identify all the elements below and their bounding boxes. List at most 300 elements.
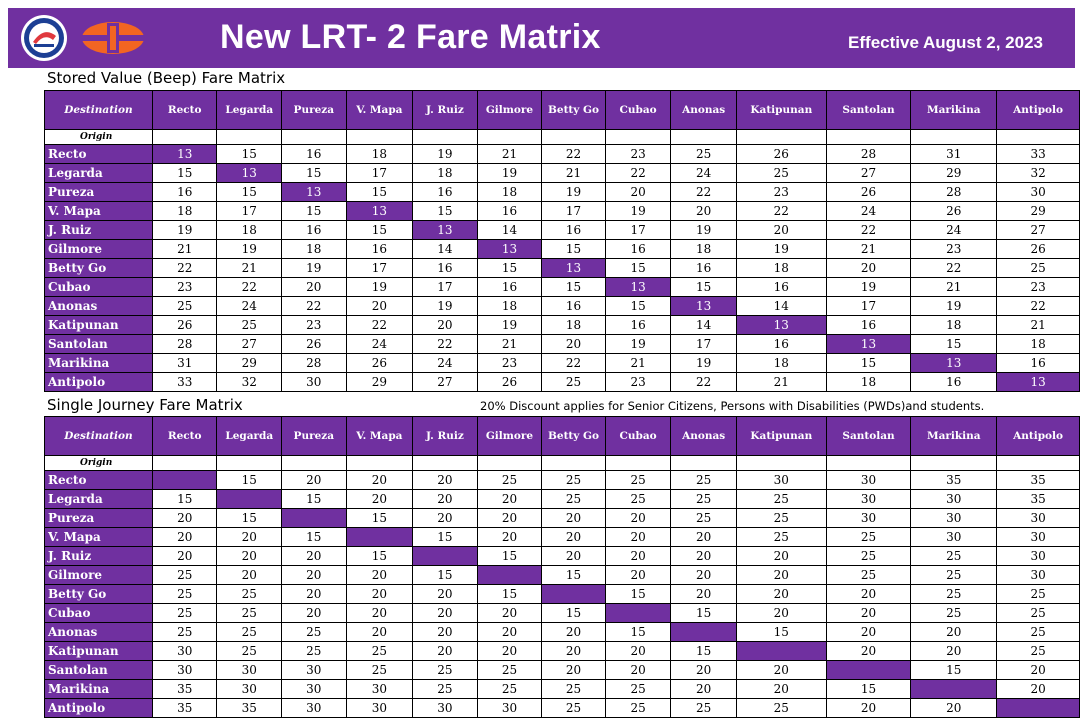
fare-cell	[671, 623, 737, 642]
fare-cell: 20	[477, 604, 542, 623]
fare-cell: 22	[736, 202, 826, 221]
fare-cell: 25	[542, 373, 606, 392]
fare-cell: 15	[217, 471, 282, 490]
fare-cell: 15	[605, 259, 671, 278]
fare-cell: 20	[671, 680, 737, 699]
fare-cell: 30	[346, 680, 413, 699]
fare-cell: 28	[911, 183, 997, 202]
fare-cell: 15	[282, 528, 347, 547]
empty-cell	[217, 456, 282, 471]
fare-cell: 26	[152, 316, 217, 335]
fare-cell: 17	[413, 278, 478, 297]
fare-cell: 25	[736, 490, 826, 509]
origin-station: Santolan	[45, 335, 153, 354]
table-row	[45, 661, 1080, 680]
fare-cell: 20	[736, 680, 826, 699]
fare-cell	[605, 604, 671, 623]
fare-cell: 19	[477, 316, 542, 335]
empty-cell	[997, 130, 1080, 145]
fare-cell: 30	[736, 471, 826, 490]
fare-cell: 19	[736, 240, 826, 259]
fare-cell: 20	[605, 642, 671, 661]
fare-cell: 18	[826, 373, 911, 392]
table-row	[45, 297, 1080, 316]
fare-cell: 15	[477, 259, 542, 278]
fare-cell: 13	[282, 183, 347, 202]
fare-cell: 22	[671, 183, 737, 202]
fare-cell	[217, 490, 282, 509]
fare-cell: 20	[413, 585, 478, 604]
table-row	[45, 202, 1080, 221]
destination-header: Antipolo	[997, 91, 1080, 130]
fare-cell: 15	[605, 623, 671, 642]
fare-cell: 25	[413, 661, 478, 680]
table-row	[45, 240, 1080, 259]
destination-header: J. Ruiz	[413, 91, 478, 130]
fare-cell	[911, 680, 997, 699]
fare-cell: 15	[605, 585, 671, 604]
table-row	[45, 373, 1080, 392]
fare-cell: 25	[671, 145, 737, 164]
dotr-seal-icon	[20, 14, 68, 62]
fare-cell: 15	[605, 297, 671, 316]
fare-cell: 13	[217, 164, 282, 183]
fare-cell: 20	[826, 699, 911, 718]
fare-cell: 15	[217, 509, 282, 528]
fare-cell: 15	[542, 566, 606, 585]
fare-cell: 17	[346, 259, 413, 278]
fare-cell: 20	[826, 259, 911, 278]
destination-header: Legarda	[217, 91, 282, 130]
fare-cell: 25	[826, 547, 911, 566]
fare-cell: 30	[826, 471, 911, 490]
fare-cell: 20	[413, 623, 478, 642]
fare-cell: 30	[911, 490, 997, 509]
fare-cell: 25	[542, 490, 606, 509]
fare-cell: 25	[152, 604, 217, 623]
fare-cell: 18	[997, 335, 1080, 354]
table-row	[45, 680, 1080, 699]
fare-cell: 16	[477, 278, 542, 297]
fare-cell: 20	[282, 547, 347, 566]
origin-row	[45, 130, 1080, 145]
origin-station: Pureza	[45, 183, 153, 202]
fare-cell: 20	[605, 528, 671, 547]
fare-cell: 18	[282, 240, 347, 259]
fare-cell: 26	[997, 240, 1080, 259]
table-row	[45, 145, 1080, 164]
fare-cell: 20	[152, 509, 217, 528]
origin-station: Antipolo	[45, 699, 153, 718]
fare-cell: 21	[217, 259, 282, 278]
page-title: New LRT- 2 Fare Matrix	[220, 18, 601, 56]
table-row	[45, 316, 1080, 335]
empty-cell	[826, 130, 911, 145]
fare-cell	[346, 528, 413, 547]
fare-cell: 22	[346, 316, 413, 335]
empty-cell	[152, 130, 217, 145]
fare-cell: 15	[826, 680, 911, 699]
fare-cell: 19	[605, 202, 671, 221]
fare-cell: 25	[542, 680, 606, 699]
fare-cell: 25	[997, 642, 1080, 661]
fare-cell: 15	[282, 164, 347, 183]
fare-cell: 25	[911, 566, 997, 585]
effective-date: Effective August 2, 2023	[848, 33, 1043, 52]
empty-cell	[282, 130, 347, 145]
empty-cell	[671, 456, 737, 471]
fare-cell: 25	[217, 604, 282, 623]
origin-station: Anonas	[45, 297, 153, 316]
origin-station: Cubao	[45, 278, 153, 297]
table-row	[45, 259, 1080, 278]
fare-cell: 30	[217, 661, 282, 680]
fare-cell: 25	[477, 661, 542, 680]
fare-cell: 20	[413, 604, 478, 623]
fare-cell: 28	[826, 145, 911, 164]
fare-cell: 24	[413, 354, 478, 373]
fare-cell: 18	[477, 297, 542, 316]
origin-station: Antipolo	[45, 373, 153, 392]
fare-cell: 23	[152, 278, 217, 297]
fare-cell: 20	[671, 585, 737, 604]
fare-cell: 20	[413, 490, 478, 509]
destination-header: Antipolo	[997, 417, 1080, 456]
fare-cell	[542, 585, 606, 604]
stored-value-matrix	[44, 90, 1080, 392]
fare-cell: 35	[911, 471, 997, 490]
fare-cell: 30	[282, 699, 347, 718]
fare-cell: 28	[282, 354, 347, 373]
fare-cell: 19	[911, 297, 997, 316]
fare-cell: 16	[911, 373, 997, 392]
origin-station: V. Mapa	[45, 202, 153, 221]
fare-cell: 13	[477, 240, 542, 259]
fare-cell: 25	[605, 699, 671, 718]
origin-label: Origin	[45, 456, 153, 471]
fare-cell: 13	[671, 297, 737, 316]
fare-cell	[477, 566, 542, 585]
origin-label: Origin	[45, 130, 153, 145]
fare-cell: 25	[346, 642, 413, 661]
destination-header: V. Mapa	[346, 417, 413, 456]
fare-cell: 25	[605, 490, 671, 509]
fare-cell: 25	[911, 547, 997, 566]
single-journey-matrix	[44, 416, 1080, 718]
fare-cell: 25	[152, 566, 217, 585]
fare-cell: 20	[826, 623, 911, 642]
fare-cell: 27	[826, 164, 911, 183]
fare-cell: 22	[217, 278, 282, 297]
fare-cell: 19	[542, 183, 606, 202]
fare-cell: 20	[477, 509, 542, 528]
fare-cell: 25	[911, 604, 997, 623]
fare-cell: 25	[605, 680, 671, 699]
fare-cell: 25	[217, 316, 282, 335]
fare-cell: 20	[911, 642, 997, 661]
fare-cell: 33	[997, 145, 1080, 164]
fare-cell: 20	[346, 566, 413, 585]
fare-cell: 25	[605, 471, 671, 490]
fare-cell: 15	[736, 623, 826, 642]
fare-cell: 20	[542, 528, 606, 547]
fare-cell: 22	[997, 297, 1080, 316]
fare-cell: 25	[346, 661, 413, 680]
destination-header: Santolan	[826, 91, 911, 130]
fare-cell: 20	[346, 490, 413, 509]
fare-cell: 16	[826, 316, 911, 335]
fare-cell: 15	[346, 183, 413, 202]
fare-cell: 29	[911, 164, 997, 183]
fare-cell: 16	[413, 259, 478, 278]
destination-header: Marikina	[911, 91, 997, 130]
fare-cell: 35	[152, 680, 217, 699]
fare-cell: 13	[605, 278, 671, 297]
fare-cell: 25	[152, 623, 217, 642]
fare-cell: 16	[542, 221, 606, 240]
fare-cell: 18	[413, 164, 478, 183]
fare-cell: 25	[542, 471, 606, 490]
fare-cell: 23	[605, 145, 671, 164]
destination-header: Gilmore	[477, 91, 542, 130]
fare-cell: 19	[152, 221, 217, 240]
fare-cell: 23	[997, 278, 1080, 297]
empty-cell	[477, 130, 542, 145]
fare-cell: 25	[997, 585, 1080, 604]
fare-cell: 19	[217, 240, 282, 259]
single-journey-title: Single Journey Fare Matrix	[47, 396, 243, 414]
fare-cell: 15	[152, 490, 217, 509]
fare-cell: 20	[542, 509, 606, 528]
fare-cell: 20	[477, 528, 542, 547]
header-row	[45, 417, 1080, 456]
fare-cell: 23	[736, 183, 826, 202]
fare-cell: 25	[282, 623, 347, 642]
fare-cell: 16	[605, 240, 671, 259]
fare-cell: 16	[542, 297, 606, 316]
fare-cell: 16	[346, 240, 413, 259]
fare-cell: 30	[282, 680, 347, 699]
origin-station: Katipunan	[45, 642, 153, 661]
empty-cell	[911, 130, 997, 145]
table-row	[45, 183, 1080, 202]
fare-cell: 22	[605, 164, 671, 183]
fare-cell: 35	[997, 490, 1080, 509]
fare-cell: 20	[671, 528, 737, 547]
fare-cell	[282, 509, 347, 528]
fare-cell: 27	[413, 373, 478, 392]
table-row	[45, 604, 1080, 623]
fare-cell: 17	[542, 202, 606, 221]
discount-note: 20% Discount applies for Senior Citizens, Persons with Disabilities (PWDs)and students.	[480, 399, 985, 413]
fare-cell: 16	[736, 335, 826, 354]
table-row	[45, 566, 1080, 585]
lrta-logo-icon	[80, 20, 146, 56]
empty-cell	[997, 456, 1080, 471]
fare-cell: 19	[413, 297, 478, 316]
fare-cell: 20	[605, 509, 671, 528]
fare-cell: 22	[542, 354, 606, 373]
fare-cell	[997, 699, 1080, 718]
fare-cell: 27	[997, 221, 1080, 240]
fare-cell: 20	[217, 566, 282, 585]
origin-station: J. Ruiz	[45, 547, 153, 566]
fare-cell: 30	[911, 528, 997, 547]
fare-cell: 19	[605, 335, 671, 354]
empty-cell	[671, 130, 737, 145]
fare-cell	[413, 547, 478, 566]
fare-cell	[826, 661, 911, 680]
fare-cell: 25	[413, 680, 478, 699]
destination-label: Destination	[45, 417, 153, 456]
fare-cell: 30	[217, 680, 282, 699]
fare-cell: 13	[346, 202, 413, 221]
fare-cell: 18	[736, 354, 826, 373]
fare-cell: 20	[605, 183, 671, 202]
table-row	[45, 642, 1080, 661]
fare-cell: 30	[826, 490, 911, 509]
empty-cell	[736, 456, 826, 471]
fare-cell: 30	[997, 528, 1080, 547]
fare-cell: 13	[542, 259, 606, 278]
fare-cell: 15	[282, 202, 347, 221]
fare-cell: 20	[477, 623, 542, 642]
fare-cell: 35	[152, 699, 217, 718]
fare-cell: 24	[346, 335, 413, 354]
destination-label: Destination	[45, 91, 153, 130]
fare-cell: 20	[736, 604, 826, 623]
destination-header: Katipunan	[736, 91, 826, 130]
fare-cell: 17	[605, 221, 671, 240]
fare-cell: 20	[282, 278, 347, 297]
fare-cell: 23	[477, 354, 542, 373]
fare-cell: 21	[542, 164, 606, 183]
fare-cell: 15	[911, 661, 997, 680]
origin-station: Gilmore	[45, 240, 153, 259]
fare-cell: 25	[542, 699, 606, 718]
fare-cell: 25	[282, 642, 347, 661]
fare-cell: 18	[477, 183, 542, 202]
fare-cell: 35	[997, 471, 1080, 490]
fare-cell: 24	[217, 297, 282, 316]
fare-cell: 25	[911, 585, 997, 604]
fare-cell: 20	[736, 566, 826, 585]
origin-station: Santolan	[45, 661, 153, 680]
fare-cell: 15	[477, 547, 542, 566]
fare-cell: 13	[736, 316, 826, 335]
table-row	[45, 509, 1080, 528]
fare-cell: 20	[282, 604, 347, 623]
table-row	[45, 585, 1080, 604]
fare-cell: 21	[826, 240, 911, 259]
fare-cell: 25	[997, 604, 1080, 623]
destination-header: Recto	[152, 91, 217, 130]
empty-cell	[152, 456, 217, 471]
fare-cell: 15	[477, 585, 542, 604]
origin-station: Gilmore	[45, 566, 153, 585]
fare-cell: 20	[997, 661, 1080, 680]
fare-cell: 25	[671, 471, 737, 490]
fare-cell: 30	[346, 699, 413, 718]
fare-cell: 20	[152, 528, 217, 547]
fare-cell	[152, 471, 217, 490]
fare-cell: 31	[911, 145, 997, 164]
table-row	[45, 528, 1080, 547]
destination-header: Anonas	[671, 91, 737, 130]
fare-cell: 16	[736, 278, 826, 297]
fare-cell: 19	[413, 145, 478, 164]
fare-cell: 30	[997, 509, 1080, 528]
fare-cell: 20	[911, 623, 997, 642]
origin-station: Marikina	[45, 354, 153, 373]
fare-cell: 19	[671, 221, 737, 240]
stored-value-title: Stored Value (Beep) Fare Matrix	[47, 69, 286, 87]
origin-station: Recto	[45, 145, 153, 164]
fare-cell: 17	[671, 335, 737, 354]
table-row	[45, 221, 1080, 240]
origin-station: Legarda	[45, 164, 153, 183]
fare-cell: 20	[671, 202, 737, 221]
fare-cell: 20	[477, 490, 542, 509]
fare-cell: 25	[217, 623, 282, 642]
fare-cell: 20	[911, 699, 997, 718]
fare-cell: 16	[477, 202, 542, 221]
fare-cell: 15	[282, 490, 347, 509]
fare-cell: 20	[346, 297, 413, 316]
fare-cell: 17	[346, 164, 413, 183]
destination-header: Gilmore	[477, 417, 542, 456]
fare-cell: 31	[152, 354, 217, 373]
fare-cell: 20	[997, 680, 1080, 699]
fare-cell: 15	[542, 604, 606, 623]
fare-cell: 18	[911, 316, 997, 335]
fare-cell: 14	[736, 297, 826, 316]
fare-cell: 26	[911, 202, 997, 221]
fare-cell: 15	[413, 202, 478, 221]
fare-cell: 29	[346, 373, 413, 392]
fare-cell: 18	[736, 259, 826, 278]
destination-header: Katipunan	[736, 417, 826, 456]
fare-cell: 21	[911, 278, 997, 297]
fare-cell: 25	[671, 509, 737, 528]
empty-cell	[346, 456, 413, 471]
fare-cell: 25	[152, 297, 217, 316]
fare-cell: 22	[911, 259, 997, 278]
fare-cell: 13	[413, 221, 478, 240]
fare-cell: 33	[152, 373, 217, 392]
fare-cell: 25	[997, 259, 1080, 278]
fare-cell: 20	[671, 547, 737, 566]
fare-cell: 25	[217, 585, 282, 604]
table-row	[45, 699, 1080, 718]
destination-header: Betty Go	[542, 91, 606, 130]
header-row	[45, 91, 1080, 130]
fare-cell: 20	[346, 604, 413, 623]
fare-cell: 24	[911, 221, 997, 240]
fare-cell: 30	[997, 547, 1080, 566]
fare-cell: 24	[671, 164, 737, 183]
fare-cell: 20	[152, 547, 217, 566]
fare-cell: 19	[671, 354, 737, 373]
fare-cell: 30	[152, 661, 217, 680]
table-row	[45, 471, 1080, 490]
fare-cell: 20	[605, 547, 671, 566]
destination-header: Anonas	[671, 417, 737, 456]
fare-cell: 30	[282, 661, 347, 680]
destination-header: V. Mapa	[346, 91, 413, 130]
table-row	[45, 278, 1080, 297]
fare-cell: 15	[346, 509, 413, 528]
